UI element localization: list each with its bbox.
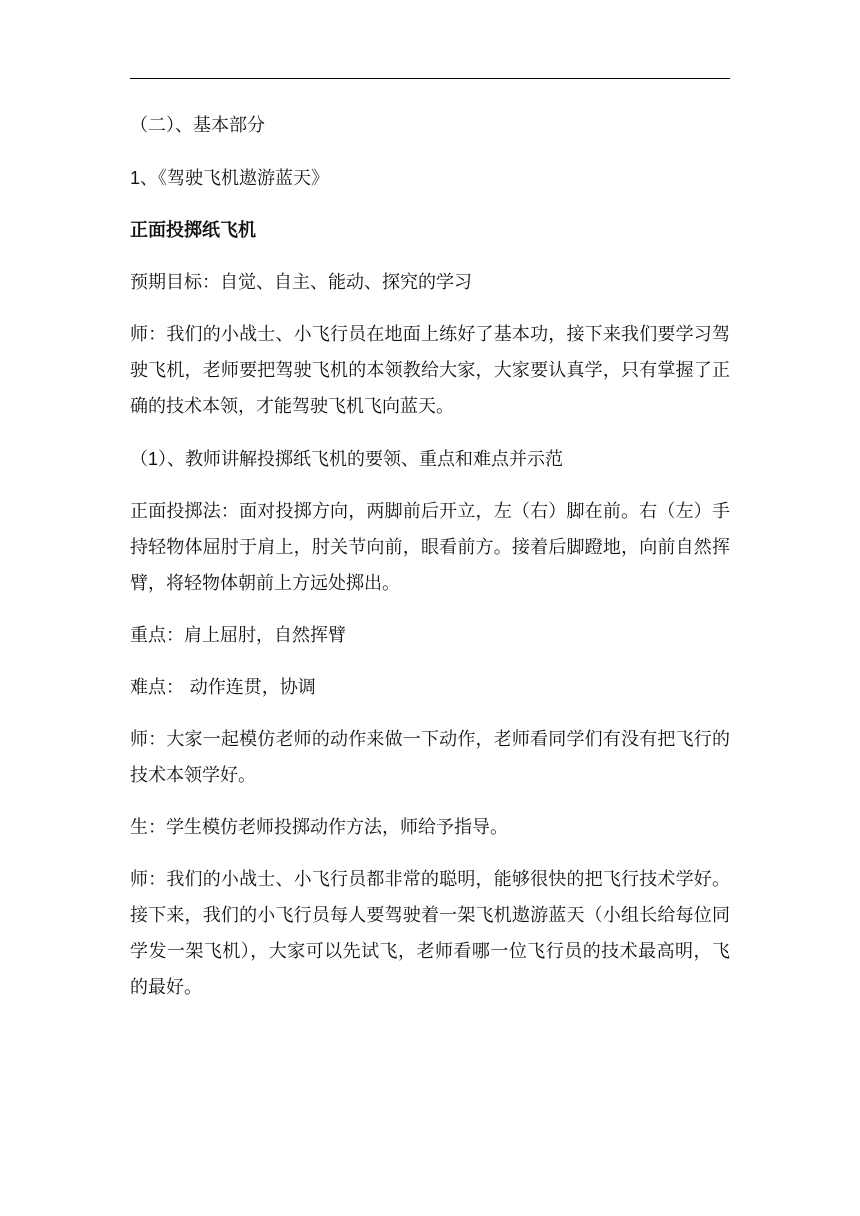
step-1-open-paren: （ [130, 449, 148, 470]
header-rule [130, 78, 730, 79]
step-1-text: ）、教师讲解投掷纸飞机的要领、重点和难点并示范 [158, 449, 564, 470]
subheading: 正面投掷纸飞机 [130, 220, 256, 241]
lesson-title-text: 、《驾驶飞机遨游蓝天》 [140, 168, 330, 189]
goal-paragraph: 预期目标：自觉、自主、能动、探究的学习 [130, 272, 472, 293]
section-heading: （二）、基本部分 [130, 115, 265, 136]
student-practice-paragraph: 生：学生模仿老师投掷动作方法，师给予指导。 [130, 817, 508, 838]
difficulty-paragraph: 难点： 动作连贯，协调 [130, 677, 316, 698]
method-paragraph: 正面投掷法：面对投掷方向，两脚前后开立，左（右）脚在前。右（左）手持轻物体屈肘于肩上，肘关节向前，眼看前方。接着后脚蹬地，向前自然挥臂，将轻物体朝前上方远处掷出。 [130, 501, 730, 594]
teacher-imitate-paragraph: 师：大家一起模仿老师的动作来做一下动作，老师看同学们有没有把飞行的技术本领学好。 [130, 729, 730, 786]
lesson-title [130, 160, 730, 197]
key-point-paragraph: 重点：肩上屈肘，自然挥臂 [130, 625, 346, 646]
teacher-praise-paragraph: 师：我们的小战士、小飞行员都非常的聪明，能够很快的把飞行技术学好。接下来，我们的小飞行员每人要驾驶着一架飞机遨游蓝天（小组长给每位同学发一架飞机），大家可以先试飞，老师看哪一位飞行员的技术最高明，飞的最好。 [130, 869, 730, 998]
step-1-heading [130, 441, 730, 478]
step-1-number: 1 [148, 449, 159, 469]
document-body [130, 108, 730, 1022]
teacher-intro-paragraph: 师：我们的小战士、小飞行员在地面上练好了基本功，接下来我们要学习驾驶飞机，老师要把驾驶飞机的本领教给大家，大家要认真学，只有掌握了正确的技术本领，才能驾驶飞机飞向蓝天。 [130, 324, 730, 417]
lesson-title-number: 1 [130, 168, 141, 188]
